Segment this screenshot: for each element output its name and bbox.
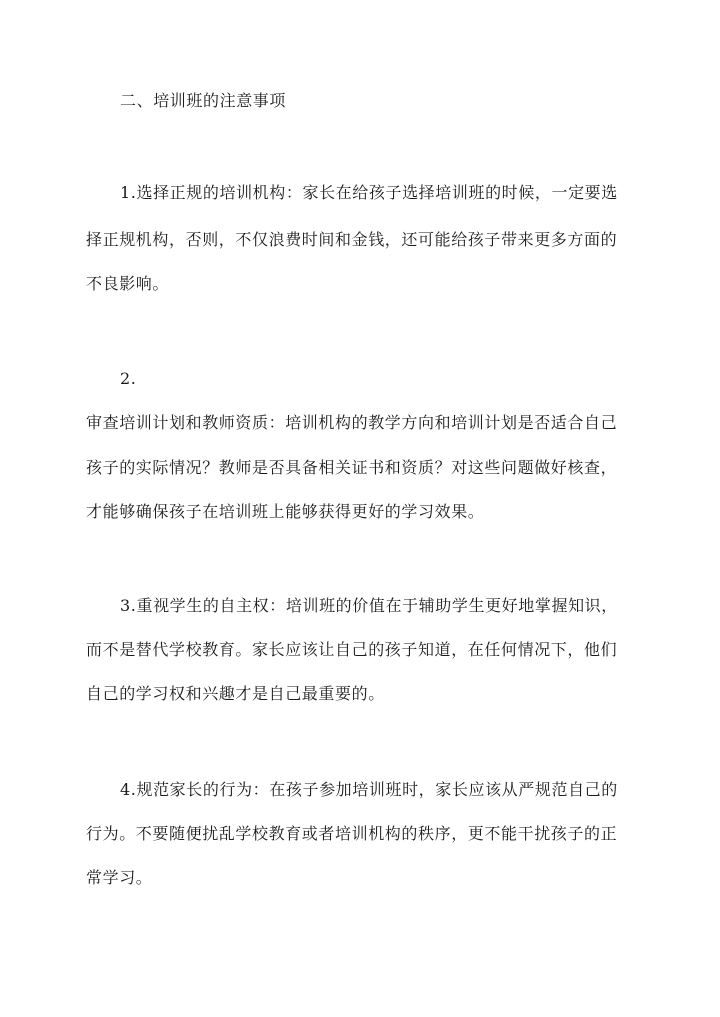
item-4-line-1: 4.规范家长的行为：在孩子参加培训班时，家长应该从严规范自己的 <box>120 780 618 799</box>
item-2-line-3: 才能够确保孩子在培训班上能够获得更好的学习效果。 <box>86 502 485 521</box>
item-3-line-3: 自己的学习权和兴趣才是自己最重要的。 <box>86 684 385 703</box>
item-4-line-2: 行为。不要随便扰乱学校教育或者培训机构的秩序，更不能干扰孩子的正 <box>86 824 618 843</box>
item-3-line-1: 3.重视学生的自主权：培训班的价值在于辅助学生更好地掌握知识， <box>120 596 618 615</box>
item-1-line-3: 不良影响。 <box>86 274 170 293</box>
item-2-line-1: 审查培训计划和教师资质：培训机构的教学方向和培训计划是否适合自己 <box>86 413 618 432</box>
section-heading: 二、培训班的注意事项 <box>120 91 287 110</box>
item-1-line-1: 1.选择正规的培训机构：家长在给孩子选择培训班的时候，一定要选 <box>120 183 618 202</box>
item-2-line-2: 孩子的实际情况？教师是否具备相关证书和资质？对这些问题做好核查， <box>86 458 618 477</box>
item-4-line-3: 常学习。 <box>86 868 153 887</box>
item-2-number: 2. <box>120 369 137 388</box>
item-3-line-2: 而不是替代学校教育。家长应该让自己的孩子知道，在任何情况下，他们 <box>86 640 618 659</box>
item-1-line-2: 择正规机构，否则，不仅浪费时间和金钱，还可能给孩子带来更多方面的 <box>86 230 618 249</box>
